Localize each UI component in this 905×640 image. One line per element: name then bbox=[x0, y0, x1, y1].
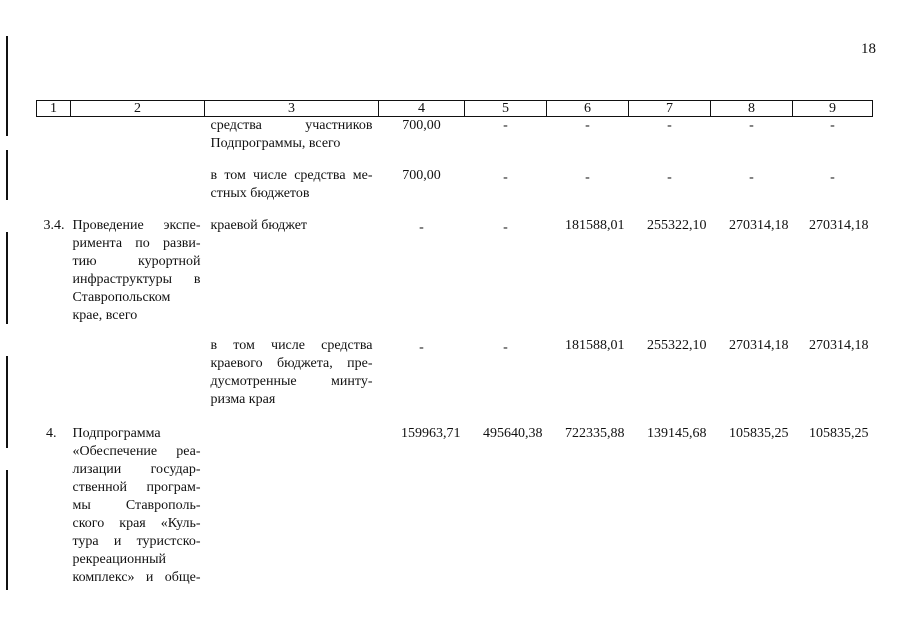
binding-line bbox=[6, 36, 8, 136]
budget-table bbox=[36, 100, 873, 593]
row-name-line: Ставропольском bbox=[72, 289, 171, 305]
value-cell: - bbox=[830, 169, 835, 185]
row-name-line: «Обеспечение реа- bbox=[72, 443, 201, 459]
column-header: 1 bbox=[37, 101, 71, 117]
row-name bbox=[71, 165, 205, 215]
value-cell: - bbox=[503, 219, 508, 235]
funding-source-line: Подпрограммы, всего bbox=[210, 136, 341, 151]
value-cell: 105835,25 bbox=[729, 425, 789, 441]
row-name-line: тура и туристско- bbox=[72, 533, 201, 549]
row-number bbox=[37, 117, 71, 165]
value-cell: 722335,88 bbox=[565, 425, 625, 441]
row-name-line: крае, всего bbox=[72, 307, 138, 323]
funding-source bbox=[205, 165, 379, 215]
value-cell: - bbox=[749, 118, 754, 133]
value-cell: - bbox=[749, 169, 754, 185]
table-row bbox=[37, 423, 873, 593]
value-cell: 255322,10 bbox=[647, 337, 707, 353]
row-name-line: комплекс» и обще- bbox=[72, 569, 201, 585]
value-cell: - bbox=[585, 118, 590, 133]
row-name-line: инфраструктуры в bbox=[72, 271, 201, 287]
funding-source bbox=[205, 337, 379, 423]
binding-line bbox=[6, 150, 8, 200]
row-name-line: тию курортной bbox=[72, 253, 201, 269]
row-name bbox=[71, 423, 205, 593]
funding-source bbox=[205, 117, 379, 165]
value-cell: - bbox=[503, 118, 508, 133]
row-name bbox=[71, 117, 205, 165]
funding-source-line: в том числе средства ме- bbox=[210, 167, 373, 183]
row-name-line: римента по разви- bbox=[72, 235, 201, 251]
funding-source-line: краевой бюджет bbox=[210, 217, 308, 233]
row-number: 4. bbox=[46, 425, 57, 441]
column-header: 4 bbox=[379, 101, 465, 117]
value-cell: - bbox=[667, 169, 672, 185]
value-cell: - bbox=[585, 169, 590, 185]
column-header: 3 bbox=[205, 101, 379, 117]
value-cell: 255322,10 bbox=[647, 217, 707, 233]
value-cell: 270314,18 bbox=[729, 337, 789, 353]
column-header: 6 bbox=[547, 101, 629, 117]
column-header: 7 bbox=[629, 101, 711, 117]
row-name-line: ского края «Куль- bbox=[72, 515, 201, 531]
row-number bbox=[37, 337, 71, 423]
binding-line bbox=[6, 356, 8, 448]
value-cell: 181588,01 bbox=[565, 337, 625, 353]
value-cell: 181588,01 bbox=[565, 217, 625, 233]
row-number bbox=[37, 165, 71, 215]
row-name-line: ственной програм- bbox=[72, 479, 201, 495]
row-name-line: рекреационный bbox=[72, 551, 166, 567]
value-cell: 270314,18 bbox=[809, 217, 869, 233]
funding-source-line: стных бюджетов bbox=[210, 185, 310, 201]
page-number: 18 bbox=[861, 41, 876, 57]
binding-line bbox=[6, 470, 8, 590]
value-cell: - bbox=[830, 118, 835, 133]
funding-source bbox=[205, 423, 379, 593]
funding-source-line: ризма края bbox=[210, 391, 276, 407]
row-name bbox=[71, 337, 205, 423]
value-cell: - bbox=[419, 219, 424, 235]
row-name bbox=[71, 215, 205, 337]
value-cell: 270314,18 bbox=[809, 337, 869, 353]
binding-line bbox=[6, 232, 8, 324]
row-name-line: Подпрограмма bbox=[72, 425, 161, 441]
value-cell: - bbox=[503, 169, 508, 185]
value-cell: - bbox=[503, 339, 508, 355]
row-name-line: мы Ставрополь- bbox=[72, 497, 201, 513]
row-name-line: Проведение экспе- bbox=[72, 217, 201, 233]
value-cell: - bbox=[419, 339, 424, 355]
value-cell: 700,00 bbox=[402, 118, 441, 133]
funding-source-line: в том числе средства bbox=[210, 337, 373, 353]
value-cell: 700,00 bbox=[402, 167, 441, 183]
value-cell: 139145,68 bbox=[647, 425, 707, 441]
column-header: 2 bbox=[71, 101, 205, 117]
value-cell: 270314,18 bbox=[729, 217, 789, 233]
table-row bbox=[37, 215, 873, 337]
funding-source-line: краевого бюджета, пре- bbox=[210, 355, 373, 371]
value-cell: 159963,71 bbox=[401, 425, 461, 441]
value-cell: 105835,25 bbox=[809, 425, 869, 441]
column-header: 9 bbox=[793, 101, 873, 117]
table-row bbox=[37, 337, 873, 423]
column-header: 8 bbox=[711, 101, 793, 117]
table-header-row bbox=[37, 101, 873, 117]
row-number: 3.4. bbox=[43, 217, 65, 233]
table-row bbox=[37, 117, 873, 165]
funding-source bbox=[205, 215, 379, 337]
value-cell: 495640,38 bbox=[483, 425, 543, 441]
row-name-line: лизации государ- bbox=[72, 461, 201, 477]
value-cell: - bbox=[667, 118, 672, 133]
funding-source-line: средства участников bbox=[210, 118, 373, 133]
table-row bbox=[37, 165, 873, 215]
column-header: 5 bbox=[465, 101, 547, 117]
funding-source-line: дусмотренные минту- bbox=[210, 373, 373, 389]
